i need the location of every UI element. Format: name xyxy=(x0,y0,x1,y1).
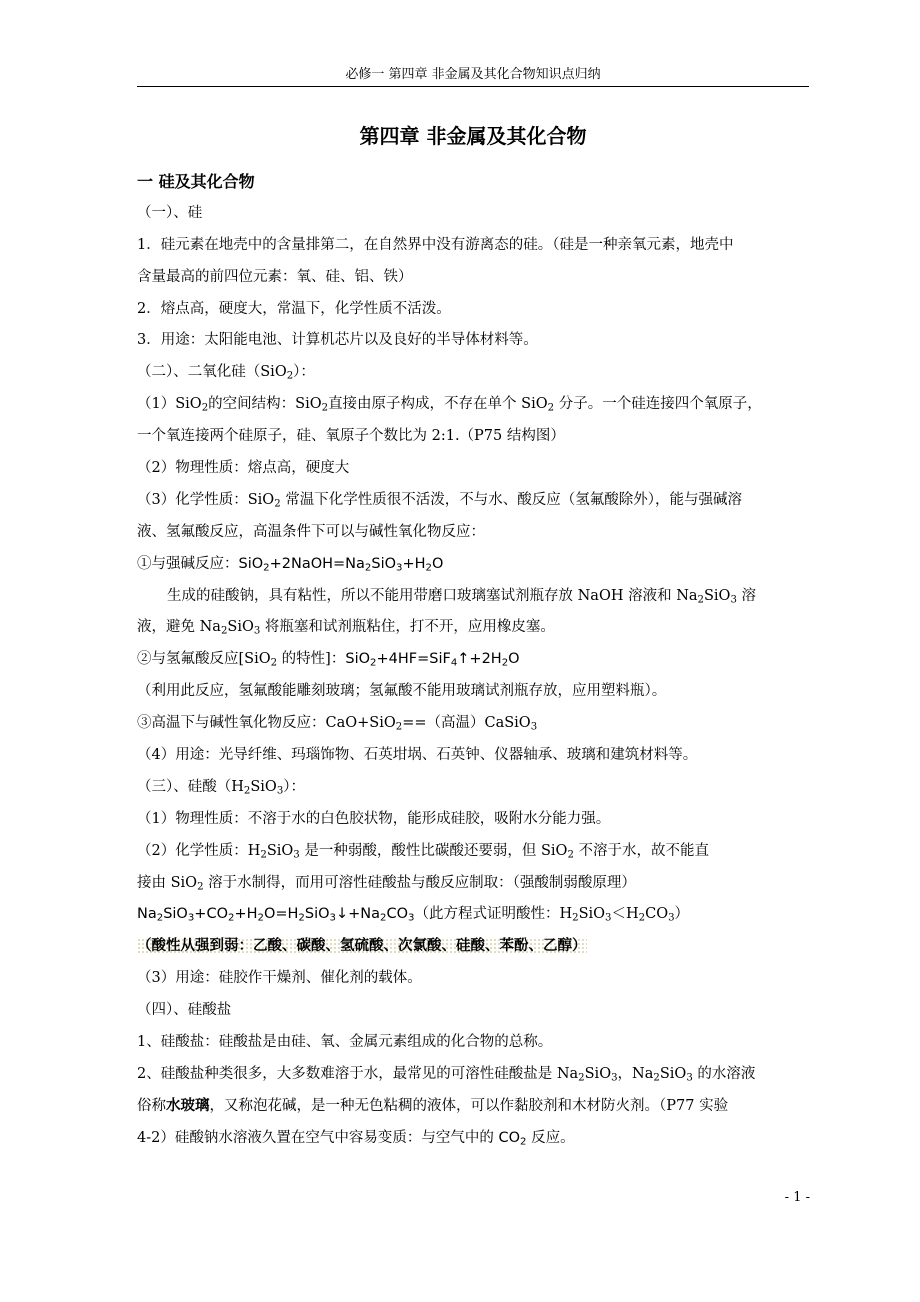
subscript: 4 xyxy=(450,657,458,669)
text: SiO xyxy=(266,842,294,859)
page-number: - 1 - xyxy=(784,1190,810,1205)
paragraph-line: 一个氧连接两个硅原子，硅、氧原子个数比为 2:1.（P75 结构图） xyxy=(137,428,565,445)
text: ↑+2H xyxy=(457,651,502,668)
subscript: 2 xyxy=(501,657,509,669)
text: 分子。一个硅连接四个氧原子， xyxy=(554,396,762,413)
subscript: 2 xyxy=(156,913,164,925)
paragraph-line xyxy=(137,1059,817,1091)
acidity-order-note: （酸性从强到弱：乙酸、碳酸、氢硫酸、次氯酸、硅酸、苯酚、乙醇） xyxy=(137,938,587,955)
text: 溶 xyxy=(736,587,757,604)
text: ＜H xyxy=(611,906,639,923)
subscript: 2 xyxy=(370,657,377,669)
chapter-title: 第四章 非金属及其化合物 xyxy=(359,124,587,148)
subscript: 2 xyxy=(547,402,555,414)
text: SiO xyxy=(345,651,371,668)
subscript: 3 xyxy=(730,594,737,606)
formula: CO xyxy=(498,1129,521,1146)
document-body xyxy=(137,166,817,1155)
paragraph-line: （1）物理性质：不溶于水的白色胶状物，能形成硅胶，吸附水分能力强。 xyxy=(137,810,611,827)
subscript: 2 xyxy=(227,913,235,925)
subsection-heading xyxy=(137,772,817,804)
subscript: 3 xyxy=(408,913,415,925)
paragraph-line xyxy=(137,485,817,517)
subscript: 2 xyxy=(298,913,305,925)
text: （二）、二氧化硅（SiO xyxy=(137,364,287,381)
paragraph-line: （3）用途：硅胶作干燥剂、催化剂的载体。 xyxy=(137,970,422,987)
subscript: 2 xyxy=(395,721,403,733)
text: 的空间结构：SiO xyxy=(208,396,322,413)
subscript: 2 xyxy=(274,498,281,510)
text: 俗称 xyxy=(137,1097,166,1114)
text: SiO xyxy=(703,587,731,604)
equation-line xyxy=(137,549,817,581)
subscript: 3 xyxy=(187,913,195,925)
text: ，Na xyxy=(617,1065,654,1082)
text: +H xyxy=(402,555,426,572)
text: 是一种弱酸，酸性比碳酸还要弱，但 SiO xyxy=(299,842,568,859)
paragraph-line xyxy=(137,389,817,421)
subscript: 3 xyxy=(686,1072,693,1084)
paragraph-line xyxy=(137,612,817,644)
text: SiO xyxy=(238,555,264,572)
subscript: 3 xyxy=(329,913,336,925)
subscript: 2 xyxy=(257,913,264,925)
paragraph-line: （利用此反应，氢氟酸能雕刻玻璃；氢氟酸不能用玻璃试剂瓶存放，应用塑料瓶）。 xyxy=(137,683,667,700)
text: 接由 SiO xyxy=(137,874,198,891)
subscript: 2 xyxy=(286,370,294,382)
text: SiO xyxy=(578,906,606,923)
text: （2）化学性质：H xyxy=(137,842,261,859)
paragraph-line xyxy=(137,1091,817,1123)
subscript: 2 xyxy=(263,562,270,574)
chemical-equation xyxy=(137,906,415,925)
paragraph-line: （2）物理性质：熔点高，硬度大 xyxy=(137,460,350,477)
text: SiO xyxy=(250,778,277,795)
text: 溶于水制得，而用可溶性硅酸盐与酸反应制取：（强酸制弱酸原理） xyxy=(203,874,636,891)
paragraph-line xyxy=(137,836,817,868)
text: SiO xyxy=(584,1065,612,1082)
subscript: 3 xyxy=(611,1072,618,1084)
text: （三）、硅酸（H xyxy=(137,778,244,795)
text: （1）SiO xyxy=(137,396,202,413)
text: ③高温下与碱性氧化物反应：CaO+SiO xyxy=(137,715,396,732)
section-heading: 一 硅及其化合物 xyxy=(137,172,255,191)
subscript: 2 xyxy=(364,562,372,574)
text: ，又称泡花碱，是一种无色粘稠的液体，可以作黏胶剂和木材防火剂。（P77 实验 xyxy=(209,1097,729,1114)
text: （3）化学性质：SiO xyxy=(137,491,275,508)
text: SiO xyxy=(227,619,254,636)
equation-line xyxy=(137,899,817,931)
subscript: 3 xyxy=(530,721,538,733)
subscript: 2 xyxy=(638,913,646,925)
text: ）： xyxy=(293,364,315,381)
text: 的特性]： xyxy=(277,651,346,668)
page-header: 必修一 第四章 非金属及其化合物知识点归纳 xyxy=(345,67,601,82)
paragraph-line: 1．硅元素在地壳中的含量排第二，在自然界中没有游离态的硅。（硅是一种亲氧元素，地壳中 xyxy=(137,236,734,253)
subscript: 2 xyxy=(520,1136,527,1148)
text: O xyxy=(432,555,444,572)
text: CO xyxy=(386,906,409,923)
subscript: 2 xyxy=(380,913,387,925)
subscript: 2 xyxy=(220,626,228,637)
text: 生成的硅酸钠，具有粘性，所以不能用带磨口玻璃塞试剂瓶存放 NaOH 溶液和 Na xyxy=(167,587,698,604)
text: ①与强碱反应： xyxy=(137,555,239,572)
chemical-equation xyxy=(345,651,519,667)
text: 反应。 xyxy=(526,1129,575,1146)
text: SiO xyxy=(659,1065,687,1082)
paragraph-line: 含量最高的前四位元素：氧、硅、铝、铁） xyxy=(137,268,413,285)
header-divider xyxy=(137,86,809,87)
paragraph-line xyxy=(137,581,817,613)
text: +CO xyxy=(194,906,228,923)
subscript: 2 xyxy=(578,1072,585,1084)
subscript: 2 xyxy=(201,402,209,414)
text: 的水溶液 xyxy=(692,1065,756,1082)
subsection-heading: （四）、硅酸盐 xyxy=(137,1002,232,1019)
text: Na xyxy=(137,906,157,923)
paragraph-line xyxy=(137,868,817,900)
text: 2、硅酸盐种类很多，大多数难溶于水，最常见的可溶性硅酸盐是 Na xyxy=(137,1065,579,1082)
subsection-heading xyxy=(137,357,817,389)
subscript: 3 xyxy=(293,849,300,861)
subscript: 3 xyxy=(396,562,403,574)
paragraph-line: 1、硅酸盐：硅酸盐是由硅、氧、金属元素组成的化合物的总称。 xyxy=(137,1034,553,1051)
subscript: 2 xyxy=(197,881,204,893)
subscript: 2 xyxy=(572,913,579,925)
highlighted-note xyxy=(137,931,817,963)
chemical-equation xyxy=(239,556,444,572)
text: SiO xyxy=(163,906,188,923)
text: +4HF=SiF xyxy=(376,651,451,668)
text: 不溶于水，故不能直 xyxy=(573,842,709,859)
paragraph-line: （4）用途：光导纤维、玛瑙饰物、石英坩埚、石英钟、仪器轴承、玻璃和建筑材料等。 xyxy=(137,747,698,764)
subscript: 2 xyxy=(321,402,329,414)
subscript: 2 xyxy=(270,657,278,669)
subscript: 2 xyxy=(697,594,704,606)
text: +2NaOH=Na xyxy=(269,555,365,572)
equation-line xyxy=(137,708,817,740)
paragraph-line: 液、氢氟酸反应，高温条件下可以与碱性氧化物反应： xyxy=(137,523,485,540)
text: O xyxy=(508,651,520,668)
paragraph-line xyxy=(137,1123,817,1155)
subscript: 2 xyxy=(567,849,574,861)
text: 4-2）硅酸钠水溶液久置在空气中容易变质：与空气中的 xyxy=(137,1129,499,1146)
subscript: 3 xyxy=(253,626,261,637)
subscript: 2 xyxy=(425,562,432,574)
paragraph-line: 2．熔点高，硬度大，常温下，化学性质不活泼。 xyxy=(137,300,451,317)
text: 直接由原子构成，不存在单个 SiO xyxy=(328,396,548,413)
text: CO xyxy=(645,906,669,923)
paragraph-line: 3．用途：太阳能电池、计算机芯片以及良好的半导体材料等。 xyxy=(137,332,538,349)
text: （此方程式证明酸性：H xyxy=(414,906,573,923)
subsection-heading: （一）、硅 xyxy=(137,204,203,221)
text: 液，避免 Na xyxy=(137,619,221,636)
text: 常温下化学性质很不活泼，不与水、酸反应（氢氟酸除外），能与强碱溶 xyxy=(280,491,742,508)
equation-line xyxy=(137,644,817,676)
text: SiO xyxy=(371,555,397,572)
text: SiO xyxy=(304,906,330,923)
text: ↓+Na xyxy=(335,906,381,923)
text: ==（高温）CaSiO xyxy=(402,715,531,732)
text: ） xyxy=(674,906,690,923)
subscript: 3 xyxy=(276,785,284,797)
subscript: 2 xyxy=(243,785,251,797)
bold-term: 水玻璃 xyxy=(166,1097,210,1114)
subscript: 3 xyxy=(668,913,675,925)
text: O=H xyxy=(263,906,299,923)
text: +H xyxy=(234,906,258,923)
subscript: 2 xyxy=(260,849,267,861)
text: 将瓶塞和试剂瓶粘住，打不开，应用橡皮塞。 xyxy=(260,619,555,636)
subscript: 2 xyxy=(653,1072,660,1084)
text: ）： xyxy=(283,778,306,795)
text: ②与氢氟酸反应[SiO xyxy=(137,651,271,668)
subscript: 3 xyxy=(605,913,612,925)
